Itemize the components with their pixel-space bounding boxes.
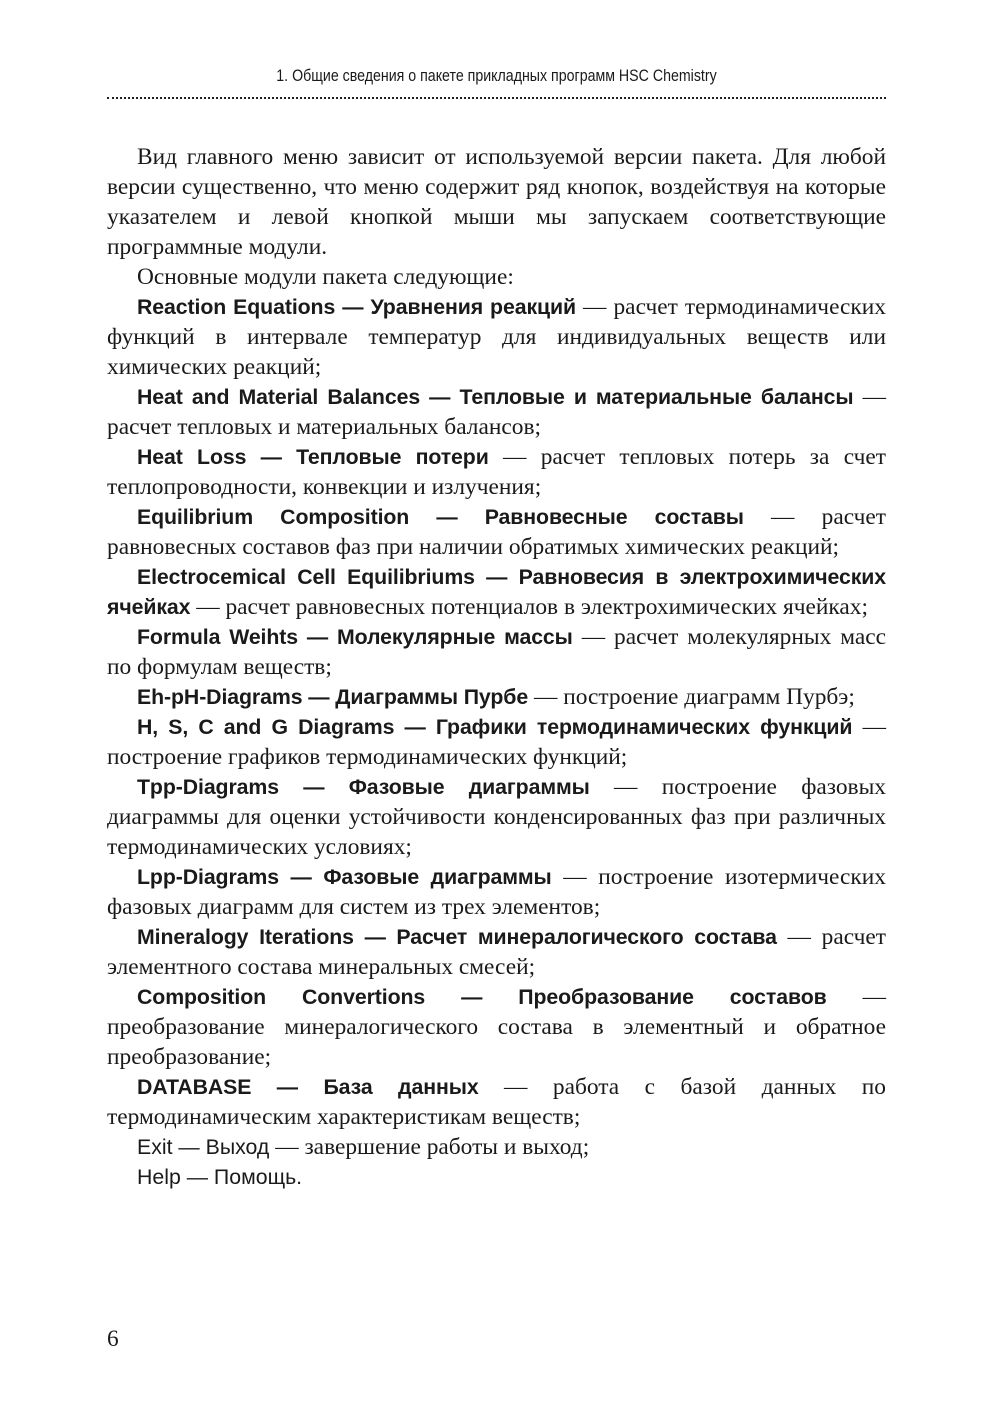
running-header: 1. Общие сведения о пакете прикладных программ HSC Chemistry [276,67,717,85]
module-description: — расчет термодинамических функций в интервале температур для индивидуальных веществ или химических реакций; [107,294,886,380]
module-description: — построение изотермических фазовых диаграмм для систем из трех элементов; [107,864,886,920]
module-description: — расчет молекулярных масс по формулам веществ; [107,624,886,680]
module-term: Formula Weihts — Молекулярные массы [137,625,573,649]
module-term: Heat Loss — Тепловые потери [137,445,489,469]
header-dotted-rule [107,97,886,99]
plain-entry [107,1132,886,1162]
module-term: Equilibrium Composition — Равновесные составы [137,505,744,529]
module-description: — расчет тепловых потерь за счет теплопроводности, конвекции и излучения; [107,444,887,500]
module-description: — расчет тепловых и материальных балансов; [107,384,886,440]
plain-description: — завершение работы и выход; [269,1134,590,1160]
module-term: Mineralogy Iterations — Расчет минералогического состава [137,925,777,949]
module-description: — работа с базой данных по термодинамическим характеристикам веществ; [107,1074,887,1130]
plain-term: Help — Помощь. [137,1165,303,1189]
module-description: — построение графиков термодинамических функций; [107,714,886,770]
module-entry [107,292,886,382]
module-description: — расчет равновесных составов фаз при наличии обратимых химических реакций; [107,504,886,560]
module-entry [107,922,886,982]
intro-paragraph: Основные модули пакета следующие: [137,264,514,290]
module-term: Composition Convertions — Преобразование составов [137,985,827,1009]
module-description: — построение диаграмм Пурбэ; [528,684,855,710]
intro-paragraph: Вид главного меню зависит от используемой версии пакета. Для любой версии существенно, что меню содержит ряд кнопок, воздействуя на которые указателем и левой кнопкой мыши мы запускаем соответствующие программные модули. [107,144,886,260]
module-entry [107,562,886,622]
module-description: — расчет равновесных потенциалов в электрохимических ячейках; [190,594,868,620]
module-entry [107,382,886,442]
page-number: 6 [107,1326,119,1352]
module-entry [107,1072,886,1132]
body-text [107,142,886,1192]
module-term: Electrocemical Cell Equilibriums — Равновесия в электрохимических ячейках [107,565,886,619]
module-term: Lpp-Diagrams — Фазовые диаграммы [137,865,552,889]
module-term: Heat and Material Balances — Тепловые и материальные балансы [137,385,854,409]
module-description: — построение фазовых диаграммы для оценки устойчивости конденсированных фаз при различных термодинамических условиях; [107,774,886,860]
module-entry [107,502,886,562]
module-term: Reaction Equations — Уравнения реакций [137,295,576,319]
module-entry [107,772,886,862]
module-entry [107,982,886,1072]
module-entry [107,622,886,682]
module-description: — расчет элементного состава минеральных смесей; [107,924,886,980]
plain-term: Exit — Выход [137,1135,270,1159]
module-entry [107,712,886,772]
module-entry [107,442,886,502]
module-entry [107,682,886,712]
module-term: DATABASE — База данных [137,1075,479,1099]
module-term: H, S, C and G Diagrams — Графики термодинамических функций [137,715,853,739]
module-entry [107,862,886,922]
plain-entry [107,1162,886,1192]
module-term: Eh-pH-Diagrams — Диаграммы Пурбе [137,685,529,709]
module-description: — преобразование минералогического состава в элементный и обратное преобразование; [107,984,886,1070]
module-term: Tpp-Diagrams — Фазовые диаграммы [137,775,590,799]
